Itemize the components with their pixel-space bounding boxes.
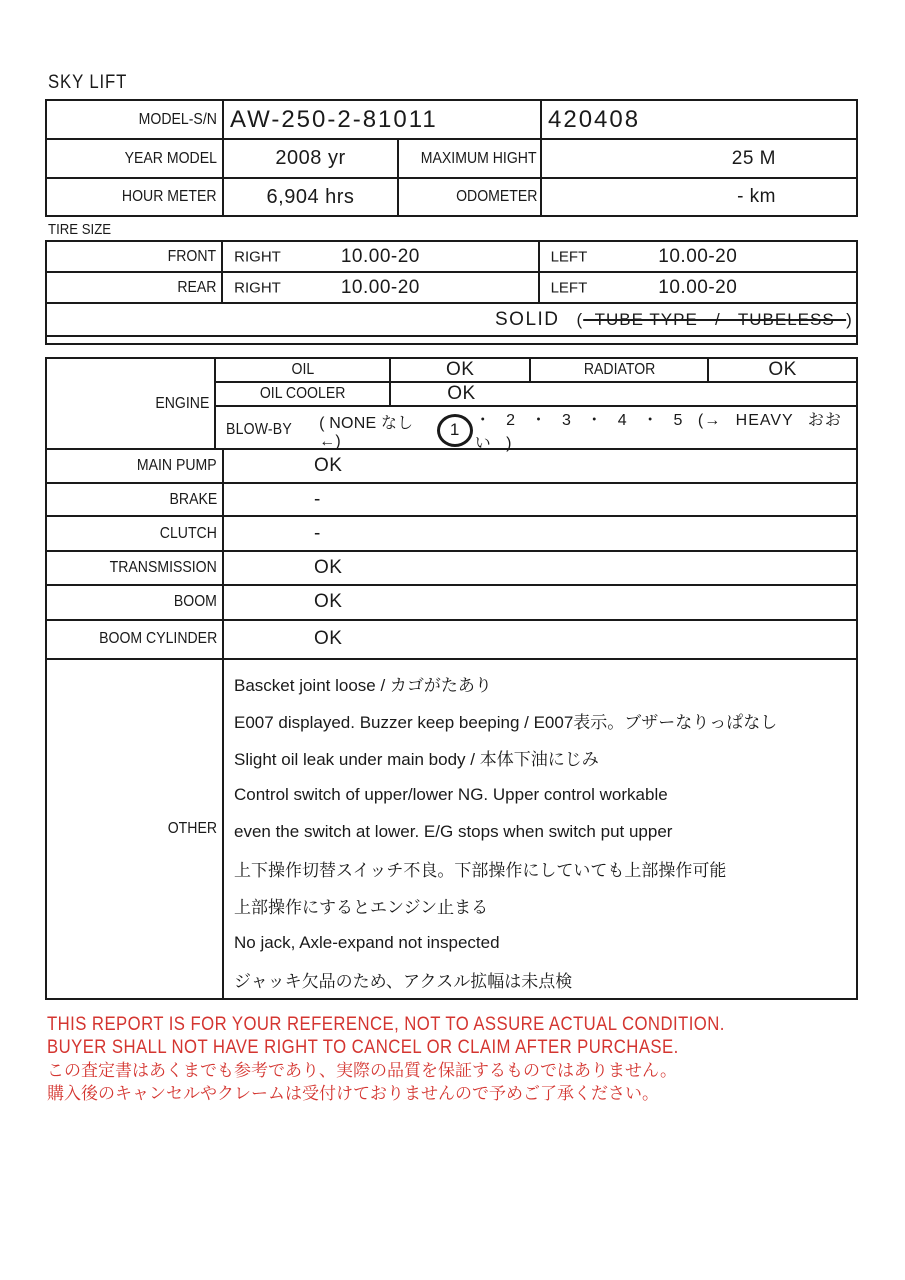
tube-type-struck-text: TUBE TYPE / TUBELESS: [583, 309, 847, 329]
odometer-value: - km: [737, 186, 776, 207]
tire-table: [45, 240, 858, 337]
other-note-line: Control switch of upper/lower NG. Upper control workable: [234, 784, 668, 804]
model-value: AW-250-2-81011: [230, 105, 438, 133]
clutch-label: CLUTCH: [159, 524, 217, 542]
solid-label: SOLID: [495, 308, 560, 330]
engine-label: ENGINE: [155, 394, 210, 412]
boom-label: BOOM: [173, 593, 217, 611]
front-label-cell: [47, 242, 223, 271]
boom-cylinder-value-cell: [224, 621, 856, 658]
front-right-cell: [223, 242, 539, 271]
disclaimer-line-jp: この査定書はあくまでも参考であり、実際の品質を保証するものではありません。: [47, 1061, 678, 1080]
max-height-value: 25 M: [731, 147, 776, 169]
blowby-label: BLOW-BY: [226, 421, 293, 438]
year-model-label-cell: [47, 140, 224, 177]
oil-value-cell: [391, 359, 531, 381]
boom-label-cell: [47, 586, 224, 619]
boom-row: [47, 586, 856, 621]
brake-value-cell: [224, 484, 856, 515]
year-model-label: YEAR MODEL: [124, 149, 217, 167]
transmission-value-cell: [224, 552, 856, 584]
radiator-label: RADIATOR: [583, 361, 655, 378]
main-pump-label-cell: [47, 450, 224, 482]
serial-value: 420408: [548, 105, 641, 133]
oil-cooler-value-cell: [391, 383, 856, 405]
oil-cooler-value: OK: [447, 383, 476, 404]
other-content-cell: [224, 660, 856, 998]
spec-table: [45, 99, 858, 217]
spec-row-model: [47, 101, 856, 140]
boom-cylinder-value: OK: [314, 628, 343, 650]
front-label: FRONT: [167, 247, 217, 265]
main-pump-value-cell: [224, 450, 856, 482]
oil-label: OIL: [291, 361, 315, 378]
oil-cooler-label-cell: [216, 383, 391, 405]
model-value-cell: [224, 101, 542, 138]
spec-row-hour: [47, 179, 856, 215]
rear-left-cell: [540, 273, 856, 302]
radiator-label-cell: [531, 359, 709, 381]
blowby-cell: [216, 407, 856, 453]
tube-type-group: [577, 310, 853, 330]
rear-label-cell: [47, 273, 223, 302]
brake-label-cell: [47, 484, 224, 515]
disclaimer-line-jp: 購入後のキャンセルやクレームは受付けておりませんので予めご了承ください。: [47, 1084, 659, 1103]
engine-oil-cooler-row: [216, 383, 856, 407]
max-height-value-cell: [542, 140, 856, 177]
clutch-value-cell: [224, 517, 856, 549]
rear-label: REAR: [177, 278, 217, 296]
tube-close-paren: ): [846, 309, 853, 329]
front-right-label: RIGHT: [234, 248, 281, 265]
inspection-table: [45, 357, 858, 1000]
oil-label-cell: [216, 359, 391, 381]
brake-value: -: [314, 488, 321, 510]
odometer-label: ODOMETER: [455, 188, 537, 205]
engine-label-cell: [47, 359, 216, 448]
other-note-line: even the switch at lower. E/G stops when switch put upper: [234, 821, 673, 841]
brake-row: [47, 484, 856, 517]
oil-cooler-label: OIL COOLER: [259, 385, 346, 402]
page-title-text: SKY LIFT: [48, 72, 128, 93]
transmission-value: OK: [314, 556, 343, 578]
tube-open-paren: (: [576, 309, 584, 329]
transmission-label: TRANSMISSION: [109, 558, 217, 576]
engine-group-row: [47, 359, 856, 450]
max-height-label-cell: [399, 140, 542, 177]
boom-cylinder-row: [47, 621, 856, 660]
boom-value-cell: [224, 586, 856, 619]
front-left-cell: [540, 242, 856, 271]
brake-label: BRAKE: [169, 490, 217, 508]
transmission-label-cell: [47, 552, 224, 584]
tire-size-label-text: TIRE SIZE: [48, 221, 112, 238]
main-pump-row: [47, 450, 856, 484]
disclaimer-text: THIS REPORT IS FOR YOUR REFERENCE, NOT TO ASSURE ACTUAL CONDITION.: [47, 1014, 725, 1035]
disclaimer-line-en: [47, 1036, 817, 1059]
blowby-selected-circle: [437, 414, 473, 447]
tire-size-section-label: [48, 221, 120, 238]
max-height-label: MAXIMUM HIGHT: [421, 149, 537, 167]
front-left-label: LEFT: [550, 248, 588, 265]
year-model-value-cell: [224, 140, 399, 177]
hour-meter-label: HOUR METER: [122, 188, 217, 205]
engine-blowby-row: [216, 407, 856, 453]
main-pump-value: OK: [314, 455, 343, 477]
other-label-cell: [47, 660, 224, 998]
boom-value: OK: [314, 591, 343, 613]
disclaimer-footer: [47, 1013, 817, 1105]
other-row: [47, 660, 856, 998]
disclaimer-text: BUYER SHALL NOT HAVE RIGHT TO CANCEL OR CLAIM AFTER PURCHASE.: [47, 1037, 679, 1058]
clutch-label-cell: [47, 517, 224, 549]
tire-row-rear: [47, 273, 856, 304]
hour-meter-label-cell: [47, 179, 224, 215]
spec-row-year: [47, 140, 856, 179]
blowby-scale-rest: ・ 2 ・ 3 ・ 4 ・ 5 (→ HEAVY おおい ): [474, 412, 842, 452]
page-title: [48, 72, 138, 94]
oil-value: OK: [445, 359, 475, 380]
blowby-selected-value: 1: [449, 420, 460, 439]
other-note-line: Slight oil leak under main body / 本体下油にじみ: [234, 750, 599, 769]
disclaimer-line-en: [47, 1013, 817, 1036]
rear-left-label: LEFT: [550, 279, 588, 296]
rear-right-value: 10.00-20: [340, 276, 420, 298]
clutch-row: [47, 517, 856, 551]
blowby-scale-none: ( NONE なし ←): [319, 414, 414, 450]
other-note-line: No jack, Axle-expand not inspected: [234, 932, 500, 952]
year-model-value: 2008 yr: [275, 147, 346, 169]
other-note-line: 上部操作にするとエンジン止まる: [234, 898, 489, 917]
rear-right-label: RIGHT: [234, 279, 281, 296]
main-pump-label: MAIN PUMP: [137, 457, 217, 475]
front-right-value: 10.00-20: [340, 245, 420, 267]
other-note-line: Bascket joint loose / カゴがたあり: [234, 676, 492, 695]
transmission-row: [47, 552, 856, 586]
hour-meter-value-cell: [224, 179, 399, 215]
spacer-strip: [45, 337, 858, 345]
radiator-value: OK: [768, 359, 797, 380]
engine-subtable: [216, 359, 856, 452]
other-notes-list: [224, 660, 856, 998]
rear-right-cell: [223, 273, 539, 302]
other-note-line: E007 displayed. Buzzer keep beeping / E007表示。ブザーなりっぱなし: [234, 713, 778, 732]
other-note-line: ジャッキ欠品のため、アクスル拡幅は未点検: [234, 972, 573, 991]
tire-row-solid: [47, 304, 856, 335]
boom-cylinder-label: BOOM CYLINDER: [98, 630, 217, 648]
other-label: OTHER: [167, 820, 217, 837]
engine-oil-row: [216, 359, 856, 383]
clutch-value: -: [314, 522, 321, 544]
front-left-value: 10.00-20: [658, 245, 738, 267]
serial-value-cell: [542, 101, 856, 138]
boom-cylinder-label-cell: [47, 621, 224, 658]
other-note-line: 上下操作切替スイッチ不良。下部操作にしていても上部操作可能: [234, 861, 727, 880]
rear-left-value: 10.00-20: [658, 276, 738, 298]
hour-meter-value: 6,904 hrs: [266, 185, 355, 208]
model-sn-label: MODEL-S/N: [138, 110, 217, 128]
odometer-value-cell: [542, 179, 856, 215]
model-sn-label-cell: [47, 101, 224, 138]
odometer-label-cell: [399, 179, 542, 215]
tire-row-front: [47, 242, 856, 273]
radiator-value-cell: [709, 359, 856, 381]
